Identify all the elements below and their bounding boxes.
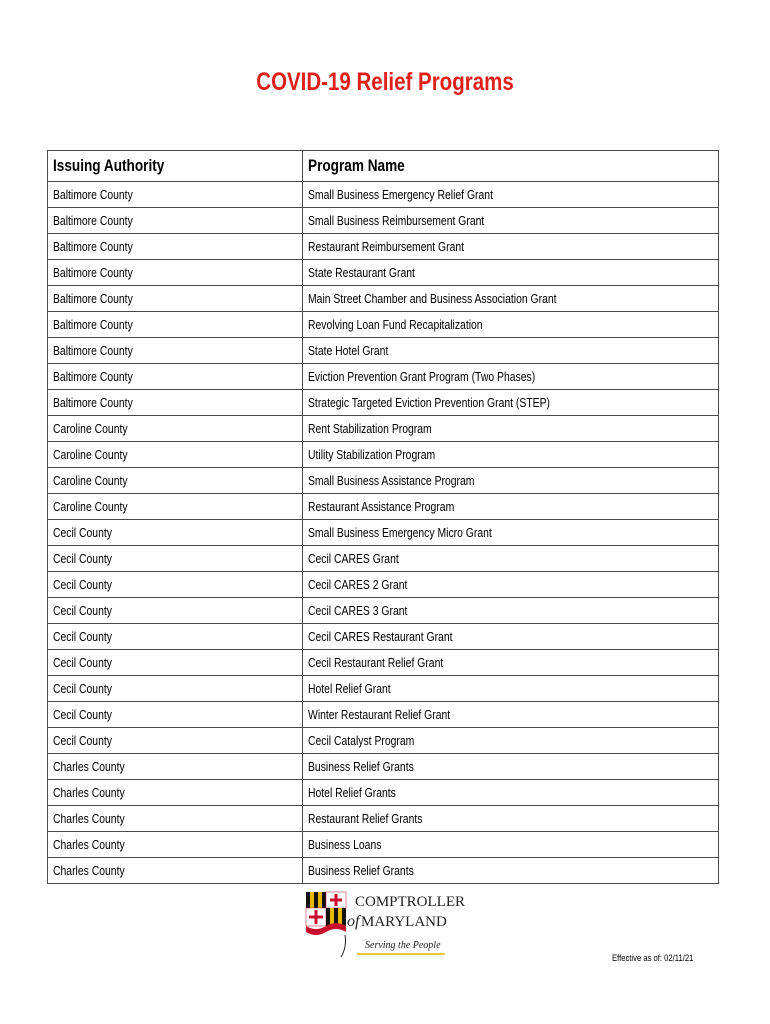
program-name-cell: State Hotel Grant [303,338,719,364]
table-row [48,832,719,858]
table-row [48,182,719,208]
table-row [48,780,719,806]
table-row [48,546,719,572]
table-row [48,312,719,338]
issuing-authority-cell: Baltimore County [48,364,303,390]
table-row [48,728,719,754]
table-row [48,234,719,260]
issuing-authority-cell: Cecil County [48,676,303,702]
issuing-authority-cell: Baltimore County [48,234,303,260]
issuing-authority-cell: Cecil County [48,624,303,650]
issuing-authority-cell: Cecil County [48,650,303,676]
program-name-cell: Main Street Chamber and Business Association Grant [303,286,719,312]
program-name-cell: Rent Stabilization Program [303,416,719,442]
issuing-authority-cell: Baltimore County [48,182,303,208]
issuing-authority-cell: Charles County [48,754,303,780]
issuing-authority-cell: Baltimore County [48,208,303,234]
issuing-authority-cell: Caroline County [48,442,303,468]
table-row [48,650,719,676]
program-name-cell: Eviction Prevention Grant Program (Two Phases) [303,364,719,390]
logo-of: of [347,913,360,930]
effective-date: Effective as of: 02/11/21 [612,953,694,963]
table-row [48,286,719,312]
column-header-program-name: Program Name [303,151,719,182]
table-row [48,624,719,650]
issuing-authority-cell: Cecil County [48,702,303,728]
table-row [48,520,719,546]
program-name-cell: Small Business Emergency Micro Grant [303,520,719,546]
program-name-cell: Hotel Relief Grants [303,780,719,806]
table-row [48,390,719,416]
issuing-authority-cell: Cecil County [48,520,303,546]
issuing-authority-cell: Baltimore County [48,260,303,286]
program-name-cell: Small Business Emergency Relief Grant [303,182,719,208]
table-row [48,806,719,832]
table-row [48,260,719,286]
issuing-authority-cell: Baltimore County [48,286,303,312]
program-name-cell: Restaurant Assistance Program [303,494,719,520]
issuing-authority-cell: Charles County [48,806,303,832]
issuing-authority-cell: Cecil County [48,572,303,598]
table-row [48,754,719,780]
program-name-cell: Restaurant Reimbursement Grant [303,234,719,260]
program-name-cell: Business Relief Grants [303,754,719,780]
issuing-authority-cell: Baltimore County [48,390,303,416]
issuing-authority-cell: Caroline County [48,468,303,494]
program-name-cell: Business Loans [303,832,719,858]
table-row [48,364,719,390]
table-row [48,702,719,728]
program-name-cell: Cecil CARES 2 Grant [303,572,719,598]
table-row [48,208,719,234]
programs-table [47,150,719,884]
program-name-cell: Cecil CARES Restaurant Grant [303,624,719,650]
program-name-cell: Cecil CARES Grant [303,546,719,572]
program-name-cell: Utility Stabilization Program [303,442,719,468]
table-row [48,676,719,702]
table-row [48,572,719,598]
program-name-cell: Small Business Reimbursement Grant [303,208,719,234]
issuing-authority-cell: Cecil County [48,598,303,624]
table-row [48,442,719,468]
issuing-authority-cell: Caroline County [48,416,303,442]
issuing-authority-cell: Baltimore County [48,312,303,338]
issuing-authority-cell: Cecil County [48,546,303,572]
program-name-cell: Cecil CARES 3 Grant [303,598,719,624]
maryland-flag-emblem [306,892,346,935]
issuing-authority-cell: Baltimore County [48,338,303,364]
table-row [48,858,719,884]
program-name-cell: Small Business Assistance Program [303,468,719,494]
table-row [48,416,719,442]
table-row [48,494,719,520]
program-name-cell: Winter Restaurant Relief Grant [303,702,719,728]
program-name-cell: Hotel Relief Grant [303,676,719,702]
logo-line2: MARYLAND [361,914,447,930]
program-name-cell: Cecil Restaurant Relief Grant [303,650,719,676]
issuing-authority-cell: Charles County [48,832,303,858]
issuing-authority-cell: Cecil County [48,728,303,754]
issuing-authority-cell: Charles County [48,858,303,884]
table-row [48,598,719,624]
column-header-issuing-authority: Issuing Authority [48,151,303,182]
program-name-cell: Restaurant Relief Grants [303,806,719,832]
program-name-cell: State Restaurant Grant [303,260,719,286]
issuing-authority-cell: Caroline County [48,494,303,520]
logo-tagline: Serving the People [365,940,441,951]
issuing-authority-cell: Charles County [48,780,303,806]
comptroller-of-maryland-logo [303,888,466,962]
program-name-cell: Revolving Loan Fund Recapitalization [303,312,719,338]
page-title: COVID-19 Relief Programs [256,68,514,96]
logo-line1: COMPTROLLER [355,894,466,910]
table-header-row [48,151,719,182]
table-row [48,468,719,494]
table-row [48,338,719,364]
program-name-cell: Strategic Targeted Eviction Prevention Grant (STEP) [303,390,719,416]
program-name-cell: Business Relief Grants [303,858,719,884]
program-name-cell: Cecil Catalyst Program [303,728,719,754]
